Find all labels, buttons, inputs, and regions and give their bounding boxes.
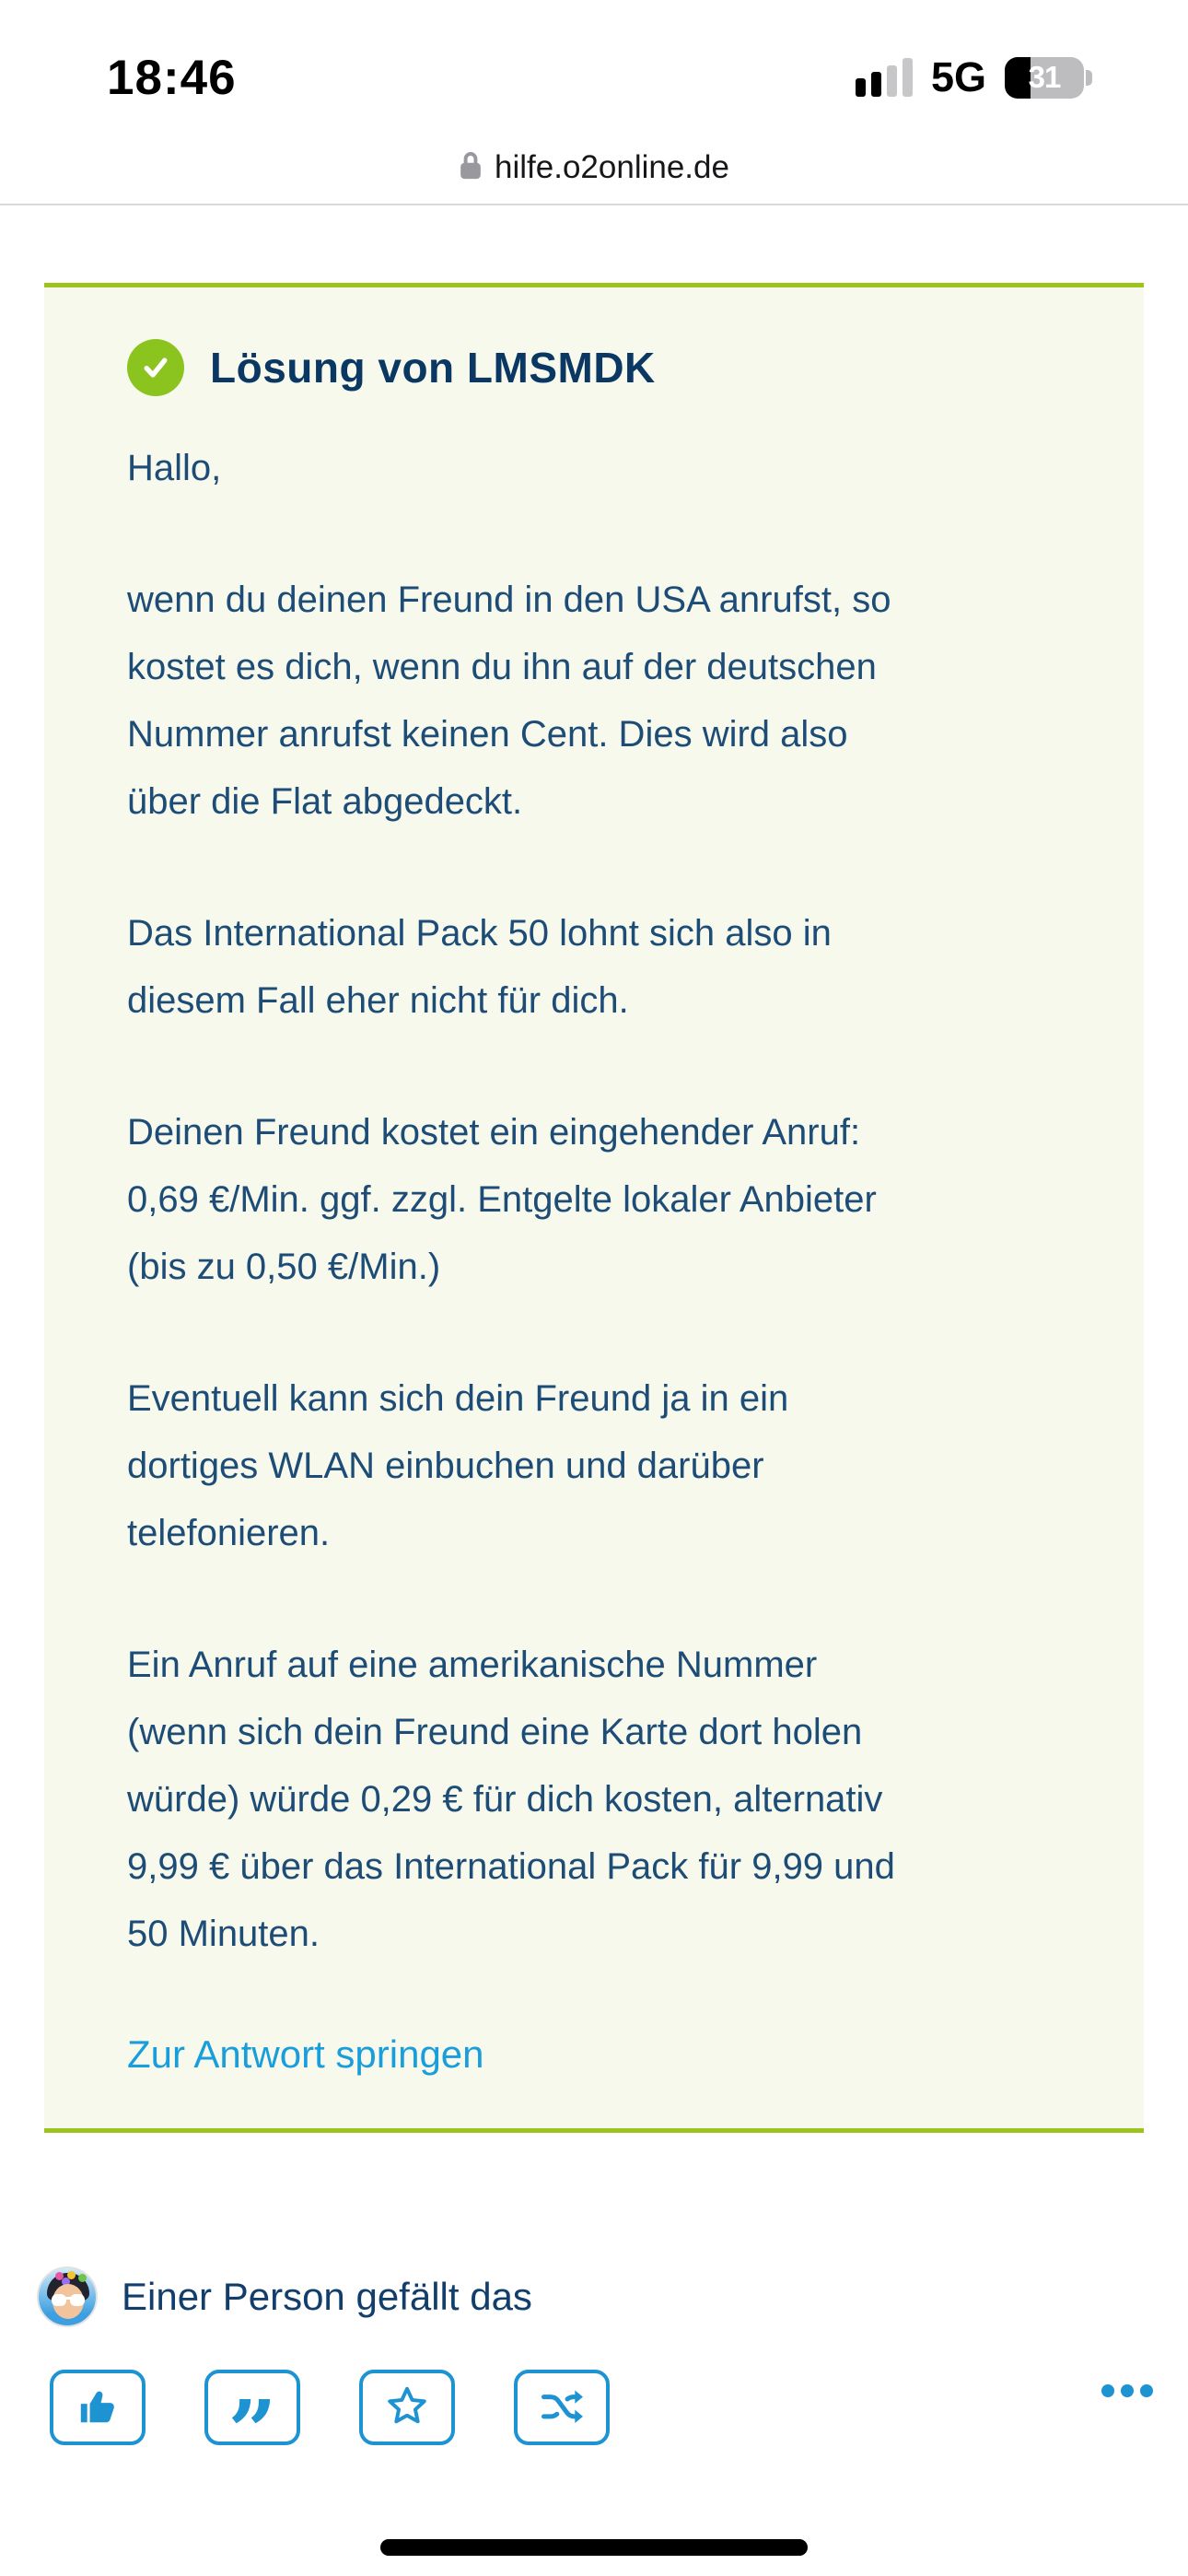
post-actions bbox=[50, 2370, 610, 2481]
more-options-button[interactable] bbox=[1101, 2384, 1153, 2397]
quote-button[interactable]: ” bbox=[204, 2370, 300, 2445]
home-indicator[interactable] bbox=[380, 2539, 808, 2556]
lock-icon bbox=[459, 150, 483, 186]
star-icon bbox=[384, 2383, 430, 2432]
thumbs-up-icon bbox=[76, 2385, 119, 2430]
like-button[interactable] bbox=[50, 2370, 146, 2445]
answer-paragraph: Ein Anruf auf eine amerikanische Nummer (wenn sich dein Freund eine Karte dort holen würde) würde 0,29 € für dich kosten, alternativ 9,99 € über das International Pack für 9,99 und 50 Minuten. bbox=[127, 1645, 895, 1954]
solution-card bbox=[44, 283, 1144, 2133]
ellipsis-icon bbox=[1101, 2384, 1114, 2397]
likes-row bbox=[37, 2266, 532, 2327]
cellular-signal-icon bbox=[856, 56, 913, 99]
solution-header bbox=[127, 339, 1070, 396]
check-circle-icon bbox=[127, 339, 184, 396]
share-move-button[interactable] bbox=[514, 2370, 610, 2445]
battery-percent: 31 bbox=[1028, 60, 1061, 94]
likes-label: Einer Person gefällt das bbox=[122, 2275, 532, 2318]
bookmark-button[interactable] bbox=[359, 2370, 455, 2445]
status-icons bbox=[856, 53, 1092, 101]
jump-to-answer-link[interactable]: Zur Antwort springen bbox=[127, 2032, 484, 2076]
answer-paragraph: Hallo, bbox=[127, 448, 222, 488]
toolbar-divider bbox=[0, 204, 1188, 205]
answer-paragraph: Das International Pack 50 lohnt sich also in diesem Fall eher nicht für dich. bbox=[127, 913, 832, 1021]
solution-title: Lösung von LMSMDK bbox=[210, 344, 656, 392]
status-time: 18:46 bbox=[107, 51, 237, 105]
answer-paragraph: wenn du deinen Freund in den USA anrufst, so kostet es dich, wenn du ihn auf der deutschen Nummer anrufst keinen Cent. Dies wird also über die Flat abgedeckt. bbox=[127, 580, 891, 822]
answer-paragraph: Deinen Freund kostet ein eingehender Anruf: 0,69 €/Min. ggf. zzgl. Entgelte lokaler Anbieter (bis zu 0,50 €/Min.) bbox=[127, 1112, 877, 1287]
network-type-label: 5G bbox=[930, 53, 986, 100]
answer-paragraph: Eventuell kann sich dein Freund ja in ein dortiges WLAN einbuchen und darüber telefonieren. bbox=[127, 1378, 789, 1553]
url-text: hilfe.o2online.de bbox=[495, 149, 729, 185]
address-bar[interactable] bbox=[0, 144, 1188, 192]
solution-body bbox=[127, 435, 1070, 2077]
battery-icon bbox=[1005, 57, 1092, 99]
liker-avatar[interactable] bbox=[37, 2266, 98, 2327]
shuffle-icon bbox=[538, 2383, 586, 2433]
